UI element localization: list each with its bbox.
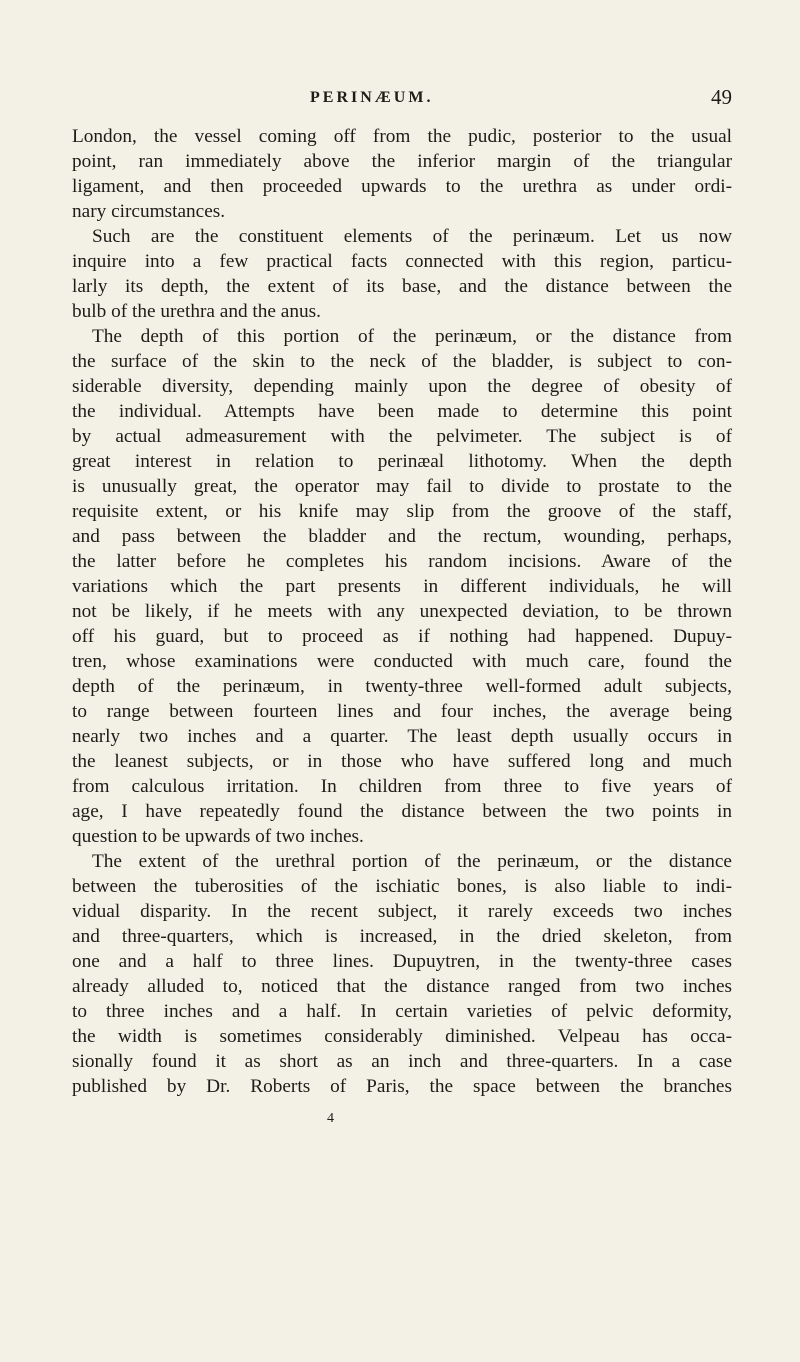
text-line: and pass between the bladder and the rectum, wounding, perhaps,: [72, 526, 732, 547]
text-line: already alluded to, noticed that the distance ranged from two inches: [72, 976, 732, 997]
text-line: Such are the constituent elements of the perinæum. Let us now: [92, 226, 732, 247]
text-line: question to be upwards of two inches.: [72, 826, 364, 847]
text-line: larly its depth, the extent of its base, and the distance between the: [72, 276, 732, 297]
text-line: one and a half to three lines. Dupuytren, in the twenty-three cases: [72, 951, 732, 972]
text-line: to three inches and a half. In certain varieties of pelvic deformity,: [72, 1001, 732, 1022]
running-head: PERINÆUM.: [310, 89, 434, 106]
text-line: nary circumstances.: [72, 201, 226, 222]
text-line: is unusually great, the operator may fail to divide to prostate to the: [72, 476, 732, 497]
text-line: the individual. Attempts have been made to determine this point: [72, 401, 732, 422]
text-line: The depth of this portion of the perinæum, or the distance from: [92, 326, 732, 347]
text-line: variations which the part presents in different individuals, he will: [72, 576, 732, 597]
text-line: by actual admeasurement with the pelvimeter. The subject is of: [72, 426, 732, 447]
text-line: vidual disparity. In the recent subject, it rarely exceeds two inches: [72, 901, 732, 922]
text-line: from calculous irritation. In children from three to five years of: [72, 776, 732, 797]
text-line: The extent of the urethral portion of the perinæum, or the distance: [92, 851, 732, 872]
text-line: point, ran immediately above the inferior margin of the triangular: [72, 151, 732, 172]
text-line: requisite extent, or his knife may slip from the groove of the staff,: [72, 501, 732, 522]
page-number: 49: [711, 85, 732, 109]
body-text: [72, 124, 732, 1099]
text-line: tren, whose examinations were conducted with much care, found the: [72, 651, 732, 672]
text-line: off his guard, but to proceed as if nothing had happened. Dupuy-: [72, 626, 732, 647]
text-line: bulb of the urethra and the anus.: [72, 301, 321, 322]
text-line: to range between fourteen lines and four inches, the average being: [72, 701, 732, 722]
text-line: sionally found it as short as an inch and three-quarters. In a case: [72, 1051, 732, 1072]
text-line: inquire into a few practical facts connected with this region, particu-: [72, 251, 732, 272]
text-line: not be likely, if he meets with any unexpected deviation, to be thrown: [72, 601, 732, 622]
text-line: the leanest subjects, or in those who have suffered long and much: [72, 751, 732, 772]
text-line: depth of the perinæum, in twenty-three well-formed adult subjects,: [72, 676, 732, 697]
text-line: between the tuberosities of the ischiatic bones, is also liable to indi-: [72, 876, 732, 897]
text-line: London, the vessel coming off from the pudic, posterior to the usual: [72, 126, 732, 147]
signature-mark: 4: [327, 1111, 334, 1126]
text-line: the latter before he completes his random incisions. Aware of the: [72, 551, 732, 572]
text-line: the surface of the skin to the neck of the bladder, is subject to con-: [72, 351, 732, 372]
text-line: age, I have repeatedly found the distance between the two points in: [72, 801, 732, 822]
text-line: the width is sometimes considerably diminished. Velpeau has occa-: [72, 1026, 732, 1047]
text-line: and three-quarters, which is increased, in the dried skeleton, from: [72, 926, 732, 947]
text-line: nearly two inches and a quarter. The least depth usually occurs in: [72, 726, 732, 747]
text-line: ligament, and then proceeded upwards to the urethra as under ordi-: [72, 176, 732, 197]
text-line: siderable diversity, depending mainly upon the degree of obesity of: [72, 376, 732, 397]
text-line: published by Dr. Roberts of Paris, the space between the branches: [72, 1076, 732, 1097]
text-line: great interest in relation to perinæal lithotomy. When the depth: [72, 451, 732, 472]
